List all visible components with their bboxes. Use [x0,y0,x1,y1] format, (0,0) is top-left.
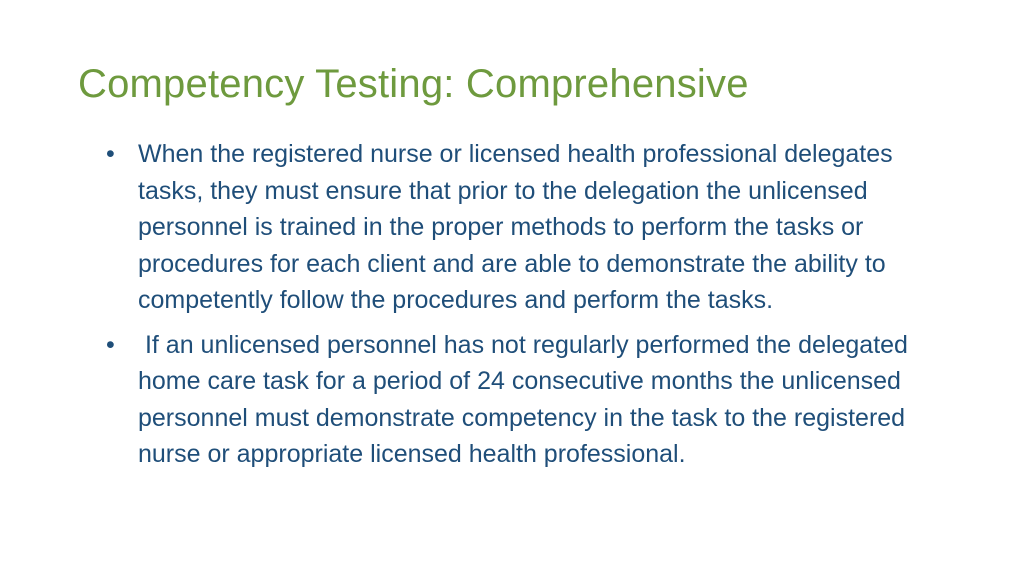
bullet-icon: • [106,140,115,168]
bullet-text: When the registered nurse or licensed health professional delegates tasks, they must ensure that prior to the delegation the unlicensed personnel is trained in the proper methods to perform the tasks or procedures for each client and are able to demonstrate the ability to competently follow the procedures and perform the tasks. [138,140,893,314]
list-item [104,327,964,473]
list-item [104,136,964,319]
bullet-icon: • [106,330,115,359]
bullet-text: If an unlicensed personnel has not regularly performed the delegated home care task for a period of 24 consecutive months the unlicensed personnel must demonstrate competency in the task to the registered nurse or appropriate licensed health professional. [138,330,915,468]
bullet-list [104,136,964,481]
slide-title: Competency Testing: Comprehensive [78,62,749,106]
